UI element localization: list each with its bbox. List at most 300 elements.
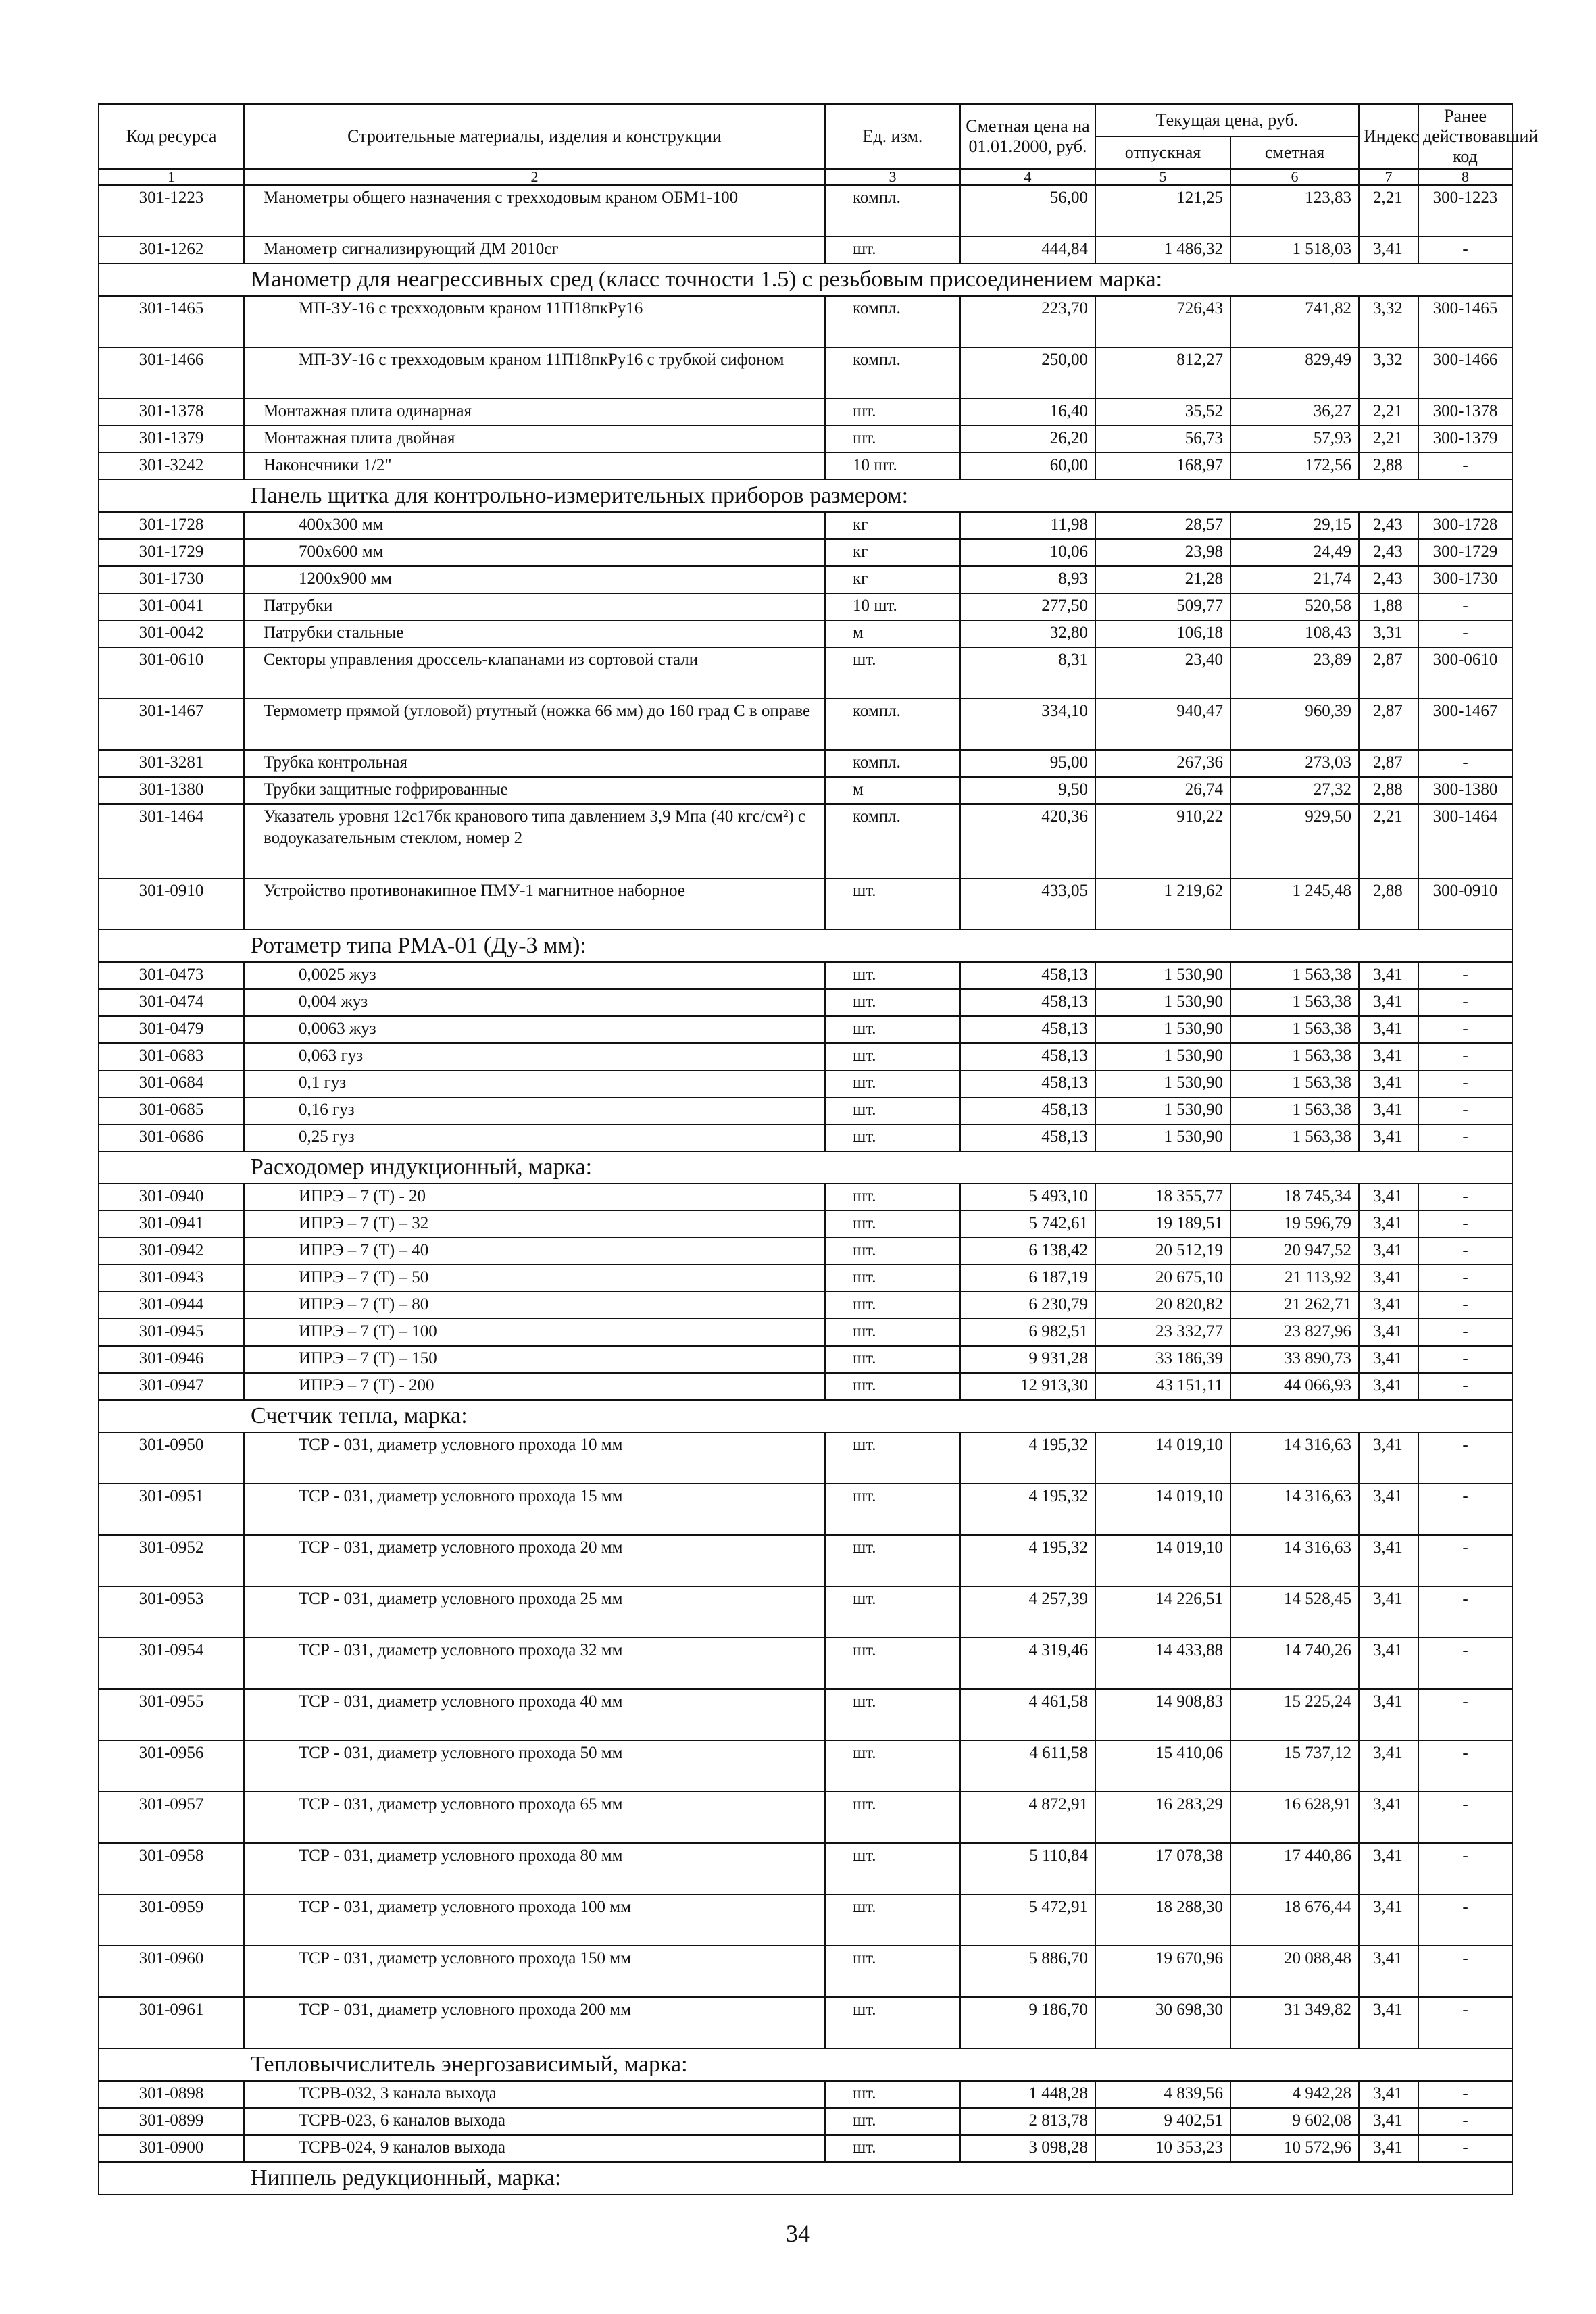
estimate-price-cell: 1 563,38 (1230, 1097, 1359, 1124)
material-name-cell: Монтажная плита одинарная (244, 399, 825, 426)
index-cell: 3,41 (1359, 1373, 1418, 1400)
section-title: Тепловычислитель энергозависимый, марка: (99, 2048, 1512, 2081)
index-cell: 2,87 (1359, 699, 1418, 750)
previous-code-cell: - (1418, 2135, 1512, 2162)
index-cell: 3,41 (1359, 1740, 1418, 1792)
release-price-cell: 14 019,10 (1095, 1535, 1230, 1586)
material-name-cell: 400x300 мм (244, 512, 825, 539)
previous-code-cell: - (1418, 962, 1512, 989)
material-name-cell: ТСР - 031, диаметр условного прохода 32 мм (244, 1638, 825, 1689)
release-price-cell: 20 512,19 (1095, 1238, 1230, 1265)
header-prev-code: Ранее действовавший код (1418, 104, 1512, 169)
unit-cell: шт. (825, 1946, 960, 1997)
resource-code-cell: 301-1467 (99, 699, 244, 750)
estimate-price-cell: 18 745,34 (1230, 1184, 1359, 1211)
unit-cell: шт. (825, 1043, 960, 1070)
previous-code-cell: - (1418, 1740, 1512, 1792)
unit-cell: шт. (825, 2135, 960, 2162)
material-name-cell: Патрубки (244, 593, 825, 620)
resource-code-cell: 301-0610 (99, 647, 244, 699)
unit-cell: кг (825, 539, 960, 566)
estimate-price-cell: 273,03 (1230, 750, 1359, 777)
table-row (99, 426, 1512, 453)
previous-code-cell: 300-1467 (1418, 699, 1512, 750)
table-row (99, 2081, 1512, 2108)
release-price-cell: 1 530,90 (1095, 1124, 1230, 1151)
index-cell: 3,32 (1359, 347, 1418, 399)
index-cell: 3,41 (1359, 236, 1418, 263)
base-price-cell: 277,50 (960, 593, 1095, 620)
release-price-cell: 1 530,90 (1095, 962, 1230, 989)
unit-cell: шт. (825, 1432, 960, 1484)
table-row (99, 512, 1512, 539)
table-row (99, 1638, 1512, 1689)
previous-code-cell: - (1418, 2081, 1512, 2108)
estimate-price-cell: 23,89 (1230, 647, 1359, 699)
resource-code-cell: 301-0958 (99, 1843, 244, 1894)
section-header-row (99, 1400, 1512, 1432)
section-header-row (99, 1151, 1512, 1184)
unit-cell: шт. (825, 1689, 960, 1740)
estimate-price-cell: 20 947,52 (1230, 1238, 1359, 1265)
previous-code-cell: - (1418, 1997, 1512, 2048)
previous-code-cell: - (1418, 1373, 1512, 1400)
unit-cell: шт. (825, 1124, 960, 1151)
base-price-cell: 9 186,70 (960, 1997, 1095, 2048)
estimate-price-cell: 4 942,28 (1230, 2081, 1359, 2108)
unit-cell: шт. (825, 878, 960, 930)
base-price-cell: 458,13 (960, 1124, 1095, 1151)
header-code: Код ресурса (99, 104, 244, 169)
resource-code-cell: 301-1465 (99, 296, 244, 347)
index-cell: 3,41 (1359, 1265, 1418, 1292)
resource-code-cell: 301-0686 (99, 1124, 244, 1151)
unit-cell: 10 шт. (825, 593, 960, 620)
material-name-cell: ТСР - 031, диаметр условного прохода 25 мм (244, 1586, 825, 1638)
resource-code-cell: 301-3281 (99, 750, 244, 777)
index-cell: 3,41 (1359, 1586, 1418, 1638)
previous-code-cell: - (1418, 1484, 1512, 1535)
resource-code-cell: 301-0950 (99, 1432, 244, 1484)
section-title: Манометр для неагрессивных сред (класс точности 1.5) с резьбовым присоединением марка: (99, 263, 1512, 296)
table-row (99, 1238, 1512, 1265)
estimate-price-cell: 172,56 (1230, 453, 1359, 480)
table-row (99, 1346, 1512, 1373)
index-cell: 3,41 (1359, 1211, 1418, 1238)
release-price-cell: 43 151,11 (1095, 1373, 1230, 1400)
table-row (99, 1586, 1512, 1638)
previous-code-cell: - (1418, 1043, 1512, 1070)
previous-code-cell: 300-0910 (1418, 878, 1512, 930)
material-name-cell: ТСР - 031, диаметр условного прохода 80 мм (244, 1843, 825, 1894)
table-row (99, 1689, 1512, 1740)
release-price-cell: 18 355,77 (1095, 1184, 1230, 1211)
resource-code-cell: 301-1728 (99, 512, 244, 539)
table-row (99, 1535, 1512, 1586)
previous-code-cell: - (1418, 2108, 1512, 2135)
previous-code-cell: - (1418, 1265, 1512, 1292)
release-price-cell: 20 675,10 (1095, 1265, 1230, 1292)
base-price-cell: 5 472,91 (960, 1894, 1095, 1946)
resource-code-cell: 301-1466 (99, 347, 244, 399)
page-number: 34 (786, 2220, 810, 2247)
table-row (99, 1070, 1512, 1097)
release-price-cell: 10 353,23 (1095, 2135, 1230, 2162)
base-price-cell: 4 611,58 (960, 1740, 1095, 1792)
resource-code-cell: 301-1464 (99, 804, 244, 878)
index-cell: 3,41 (1359, 1894, 1418, 1946)
previous-code-cell: 300-1728 (1418, 512, 1512, 539)
base-price-cell: 420,36 (960, 804, 1095, 878)
table-row (99, 1319, 1512, 1346)
unit-cell: шт. (825, 1373, 960, 1400)
previous-code-cell: - (1418, 1638, 1512, 1689)
resource-code-cell: 301-0955 (99, 1689, 244, 1740)
release-price-cell: 14 019,10 (1095, 1432, 1230, 1484)
header-unit: Ед. изм. (825, 104, 960, 169)
base-price-cell: 250,00 (960, 347, 1095, 399)
header-name: Строительные материалы, изделия и конструкции (244, 104, 825, 169)
previous-code-cell: - (1418, 620, 1512, 647)
unit-cell: шт. (825, 1097, 960, 1124)
index-cell: 3,41 (1359, 2135, 1418, 2162)
table-row (99, 1843, 1512, 1894)
column-number: 4 (960, 169, 1095, 185)
estimate-price-cell: 14 316,63 (1230, 1535, 1359, 1586)
resource-code-cell: 301-1262 (99, 236, 244, 263)
unit-cell: компл. (825, 296, 960, 347)
previous-code-cell: - (1418, 1894, 1512, 1946)
material-name-cell: ИПРЭ – 7 (Т) – 100 (244, 1319, 825, 1346)
material-name-cell: Манометры общего назначения с трехходовым краном ОБМ1-100 (244, 185, 825, 236)
estimate-price-cell: 21 113,92 (1230, 1265, 1359, 1292)
resource-code-cell: 301-1378 (99, 399, 244, 426)
base-price-cell: 2 813,78 (960, 2108, 1095, 2135)
estimate-price-cell: 1 563,38 (1230, 989, 1359, 1016)
estimate-price-cell: 33 890,73 (1230, 1346, 1359, 1373)
base-price-cell: 8,31 (960, 647, 1095, 699)
index-cell: 3,41 (1359, 1043, 1418, 1070)
resource-code-cell: 301-0479 (99, 1016, 244, 1043)
unit-cell: шт. (825, 1792, 960, 1843)
release-price-cell: 35,52 (1095, 399, 1230, 426)
index-cell: 3,41 (1359, 1432, 1418, 1484)
previous-code-cell: 300-1730 (1418, 566, 1512, 593)
unit-cell: шт. (825, 1484, 960, 1535)
table-row (99, 185, 1512, 236)
unit-cell: 10 шт. (825, 453, 960, 480)
unit-cell: шт. (825, 1265, 960, 1292)
release-price-cell: 509,77 (1095, 593, 1230, 620)
release-price-cell: 267,36 (1095, 750, 1230, 777)
index-cell: 3,41 (1359, 1484, 1418, 1535)
table-row (99, 1184, 1512, 1211)
material-name-cell: Указатель уровня 12с17бк кранового типа давлением 3,9 Мпа (40 кгс/см²) с водоуказательным стеклом, номер 2 (244, 804, 825, 878)
table-row (99, 1997, 1512, 2048)
table-row (99, 989, 1512, 1016)
section-title: Панель щитка для контрольно-измерительных приборов размером: (99, 480, 1512, 512)
index-cell: 2,87 (1359, 647, 1418, 699)
material-name-cell: 0,004 жуз (244, 989, 825, 1016)
material-name-cell: ТСР - 031, диаметр условного прохода 200 мм (244, 1997, 825, 2048)
table-row (99, 1740, 1512, 1792)
index-cell: 3,41 (1359, 1843, 1418, 1894)
release-price-cell: 1 530,90 (1095, 1070, 1230, 1097)
estimate-price-cell: 31 349,82 (1230, 1997, 1359, 2048)
estimate-price-cell: 14 316,63 (1230, 1432, 1359, 1484)
unit-cell: компл. (825, 804, 960, 878)
estimate-price-cell: 108,43 (1230, 620, 1359, 647)
estimate-price-cell: 14 528,45 (1230, 1586, 1359, 1638)
estimate-price-cell: 9 602,08 (1230, 2108, 1359, 2135)
resource-code-cell: 301-0954 (99, 1638, 244, 1689)
index-cell: 3,41 (1359, 1638, 1418, 1689)
base-price-cell: 223,70 (960, 296, 1095, 347)
index-cell: 3,32 (1359, 296, 1418, 347)
material-name-cell: ТСР - 031, диаметр условного прохода 150 мм (244, 1946, 825, 1997)
index-cell: 2,43 (1359, 539, 1418, 566)
base-price-cell: 433,05 (960, 878, 1095, 930)
column-number: 3 (825, 169, 960, 185)
unit-cell: шт. (825, 1894, 960, 1946)
release-price-cell: 726,43 (1095, 296, 1230, 347)
estimate-price-cell: 23 827,96 (1230, 1319, 1359, 1346)
index-cell: 3,41 (1359, 1016, 1418, 1043)
estimate-price-cell: 57,93 (1230, 426, 1359, 453)
index-cell: 2,87 (1359, 750, 1418, 777)
index-cell: 2,21 (1359, 426, 1418, 453)
section-title: Расходомер индукционный, марка: (99, 1151, 1512, 1184)
table-row (99, 962, 1512, 989)
table-row (99, 1894, 1512, 1946)
unit-cell: шт. (825, 1016, 960, 1043)
previous-code-cell: - (1418, 1292, 1512, 1319)
resource-code-cell: 301-0953 (99, 1586, 244, 1638)
release-price-cell: 4 839,56 (1095, 2081, 1230, 2108)
resource-code-cell: 301-0900 (99, 2135, 244, 2162)
index-cell: 2,88 (1359, 777, 1418, 804)
section-header-row (99, 2048, 1512, 2081)
estimate-price-cell: 15 737,12 (1230, 1740, 1359, 1792)
table-row (99, 777, 1512, 804)
previous-code-cell: - (1418, 1016, 1512, 1043)
base-price-cell: 5 110,84 (960, 1843, 1095, 1894)
resource-code-cell: 301-0041 (99, 593, 244, 620)
material-name-cell: ТСР - 031, диаметр условного прохода 10 мм (244, 1432, 825, 1484)
base-price-cell: 56,00 (960, 185, 1095, 236)
table-row (99, 1043, 1512, 1070)
section-header-row (99, 263, 1512, 296)
column-numbers-row (99, 169, 1512, 185)
section-header-row (99, 2162, 1512, 2194)
base-price-cell: 32,80 (960, 620, 1095, 647)
previous-code-cell: - (1418, 1586, 1512, 1638)
previous-code-cell: - (1418, 1238, 1512, 1265)
estimate-price-cell: 17 440,86 (1230, 1843, 1359, 1894)
estimate-price-cell: 19 596,79 (1230, 1211, 1359, 1238)
estimate-price-cell: 36,27 (1230, 399, 1359, 426)
base-price-cell: 4 461,58 (960, 1689, 1095, 1740)
material-name-cell: ТСР - 031, диаметр условного прохода 100 мм (244, 1894, 825, 1946)
resource-code-cell: 301-0946 (99, 1346, 244, 1373)
estimate-price-cell: 1 563,38 (1230, 1124, 1359, 1151)
resource-code-cell: 301-0898 (99, 2081, 244, 2108)
material-name-cell: Термометр прямой (угловой) ртутный (ножка 66 мм) до 160 град С в оправе (244, 699, 825, 750)
material-name-cell: Наконечники 1/2" (244, 453, 825, 480)
previous-code-cell: - (1418, 1184, 1512, 1211)
release-price-cell: 106,18 (1095, 620, 1230, 647)
estimate-price-cell: 27,32 (1230, 777, 1359, 804)
estimate-price-cell: 14 316,63 (1230, 1484, 1359, 1535)
unit-cell: шт. (825, 236, 960, 263)
table-row (99, 593, 1512, 620)
material-name-cell: Устройство противонакипное ПМУ-1 магнитное наборное (244, 878, 825, 930)
previous-code-cell: - (1418, 1535, 1512, 1586)
unit-cell: шт. (825, 962, 960, 989)
material-name-cell: ИПРЭ – 7 (Т) – 80 (244, 1292, 825, 1319)
previous-code-cell: - (1418, 989, 1512, 1016)
unit-cell: м (825, 777, 960, 804)
base-price-cell: 95,00 (960, 750, 1095, 777)
table-row (99, 453, 1512, 480)
index-cell: 2,21 (1359, 185, 1418, 236)
table-row (99, 347, 1512, 399)
section-title: Счетчик тепла, марка: (99, 1400, 1512, 1432)
material-name-cell: ИПРЭ – 7 (Т) – 150 (244, 1346, 825, 1373)
unit-cell: шт. (825, 1997, 960, 2048)
resource-code-cell: 301-0684 (99, 1070, 244, 1097)
table-row (99, 2135, 1512, 2162)
header-current-price: Текущая цена, руб. (1095, 104, 1359, 136)
resource-code-cell: 301-1729 (99, 539, 244, 566)
base-price-cell: 4 872,91 (960, 1792, 1095, 1843)
resource-code-cell: 301-0961 (99, 1997, 244, 2048)
release-price-cell: 33 186,39 (1095, 1346, 1230, 1373)
index-cell: 3,41 (1359, 1124, 1418, 1151)
estimate-price-cell: 741,82 (1230, 296, 1359, 347)
index-cell: 3,41 (1359, 2108, 1418, 2135)
column-number: 2 (244, 169, 825, 185)
unit-cell: шт. (825, 1070, 960, 1097)
base-price-cell: 3 098,28 (960, 2135, 1095, 2162)
unit-cell: компл. (825, 347, 960, 399)
material-name-cell: 1200x900 мм (244, 566, 825, 593)
index-cell: 2,88 (1359, 453, 1418, 480)
index-cell: 3,41 (1359, 1292, 1418, 1319)
resource-code-cell: 301-0473 (99, 962, 244, 989)
table-row (99, 1124, 1512, 1151)
index-cell: 3,41 (1359, 1184, 1418, 1211)
unit-cell: шт. (825, 1346, 960, 1373)
estimate-price-cell: 44 066,93 (1230, 1373, 1359, 1400)
index-cell: 2,43 (1359, 566, 1418, 593)
unit-cell: м (825, 620, 960, 647)
base-price-cell: 16,40 (960, 399, 1095, 426)
base-price-cell: 6 982,51 (960, 1319, 1095, 1346)
release-price-cell: 26,74 (1095, 777, 1230, 804)
material-name-cell: ТСРВ-023, 6 каналов выхода (244, 2108, 825, 2135)
table-body (99, 185, 1512, 2194)
table-row (99, 1373, 1512, 1400)
material-name-cell: ТСР - 031, диаметр условного прохода 15 мм (244, 1484, 825, 1535)
previous-code-cell: 300-1378 (1418, 399, 1512, 426)
base-price-cell: 458,13 (960, 962, 1095, 989)
release-price-cell: 1 486,32 (1095, 236, 1230, 263)
estimate-price-cell: 29,15 (1230, 512, 1359, 539)
material-name-cell: ИПРЭ – 7 (Т) - 200 (244, 1373, 825, 1400)
release-price-cell: 16 283,29 (1095, 1792, 1230, 1843)
resource-code-cell: 301-0474 (99, 989, 244, 1016)
estimate-price-cell: 1 518,03 (1230, 236, 1359, 263)
table-row (99, 1946, 1512, 1997)
previous-code-cell: - (1418, 593, 1512, 620)
resource-code-cell: 301-0959 (99, 1894, 244, 1946)
base-price-cell: 5 886,70 (960, 1946, 1095, 1997)
table-row (99, 1792, 1512, 1843)
table-row (99, 647, 1512, 699)
price-table (98, 103, 1539, 2195)
table-row (99, 804, 1512, 878)
material-name-cell: Манометр сигнализирующий ДМ 2010сг (244, 236, 825, 263)
resource-code-cell: 301-0942 (99, 1238, 244, 1265)
column-number: 7 (1359, 169, 1418, 185)
index-cell: 3,41 (1359, 1097, 1418, 1124)
index-cell: 3,41 (1359, 1946, 1418, 1997)
previous-code-cell: - (1418, 236, 1512, 263)
resource-code-cell: 301-0042 (99, 620, 244, 647)
base-price-cell: 6 230,79 (960, 1292, 1095, 1319)
base-price-cell: 5 742,61 (960, 1211, 1095, 1238)
header-estimate-price: сметная (1230, 136, 1359, 169)
index-cell: 3,41 (1359, 962, 1418, 989)
material-name-cell: Трубки защитные гофрированные (244, 777, 825, 804)
base-price-cell: 4 195,32 (960, 1535, 1095, 1586)
index-cell: 2,21 (1359, 399, 1418, 426)
unit-cell: шт. (825, 1238, 960, 1265)
material-name-cell: МП-3У-16 с трехходовым краном 11П18пкРу16 (244, 296, 825, 347)
base-price-cell: 5 493,10 (960, 1184, 1095, 1211)
table-row (99, 1265, 1512, 1292)
base-price-cell: 458,13 (960, 1016, 1095, 1043)
material-name-cell: ИПРЭ – 7 (Т) – 40 (244, 1238, 825, 1265)
release-price-cell: 23 332,77 (1095, 1319, 1230, 1346)
material-name-cell: ТСР - 031, диаметр условного прохода 40 мм (244, 1689, 825, 1740)
table-row (99, 296, 1512, 347)
release-price-cell: 18 288,30 (1095, 1894, 1230, 1946)
price-table-sheet (98, 103, 1539, 2195)
estimate-price-cell: 123,83 (1230, 185, 1359, 236)
release-price-cell: 19 670,96 (1095, 1946, 1230, 1997)
material-name-cell: Патрубки стальные (244, 620, 825, 647)
base-price-cell: 4 319,46 (960, 1638, 1095, 1689)
unit-cell: шт. (825, 989, 960, 1016)
previous-code-cell: - (1418, 1432, 1512, 1484)
previous-code-cell: 300-1464 (1418, 804, 1512, 878)
base-price-cell: 458,13 (960, 1070, 1095, 1097)
unit-cell: шт. (825, 1638, 960, 1689)
unit-cell: шт. (825, 2081, 960, 2108)
material-name-cell: ТСРВ-024, 9 каналов выхода (244, 2135, 825, 2162)
base-price-cell: 458,13 (960, 989, 1095, 1016)
index-cell: 2,88 (1359, 878, 1418, 930)
base-price-cell: 60,00 (960, 453, 1095, 480)
release-price-cell: 14 019,10 (1095, 1484, 1230, 1535)
previous-code-cell: 300-1465 (1418, 296, 1512, 347)
previous-code-cell: - (1418, 1843, 1512, 1894)
table-row (99, 539, 1512, 566)
release-price-cell: 1 530,90 (1095, 1043, 1230, 1070)
base-price-cell: 4 195,32 (960, 1484, 1095, 1535)
